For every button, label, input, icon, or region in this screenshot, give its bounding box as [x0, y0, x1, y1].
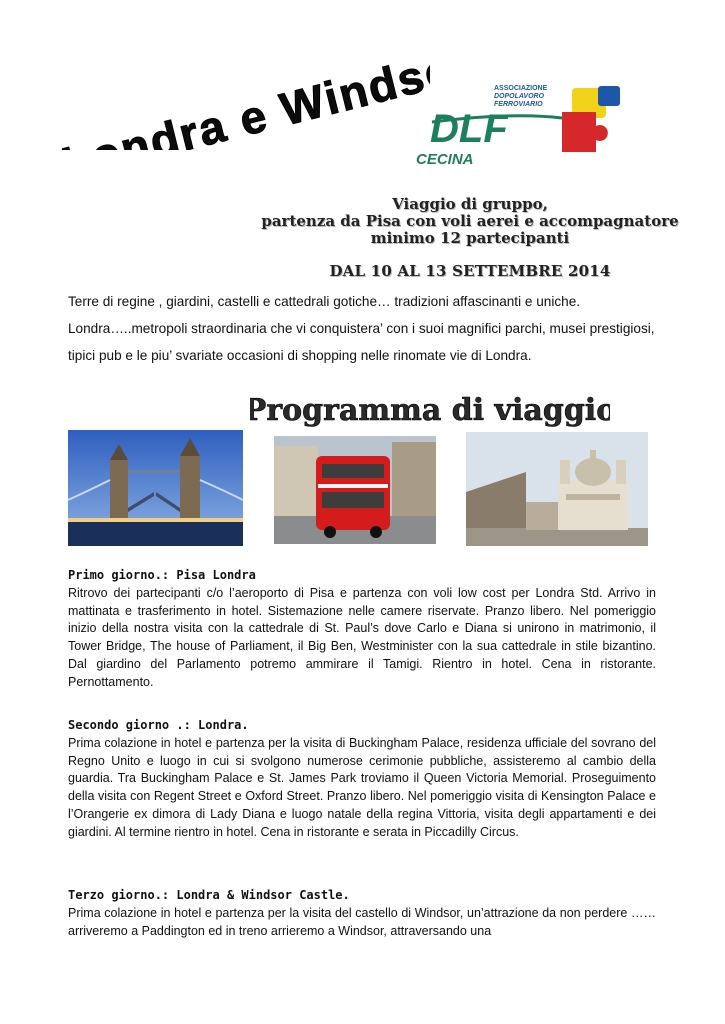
day-2-text: Prima colazione in hotel e partenza per la visita di Buckingham Palace, residenza ufficiale del sovrano del Regno Unito e luogo in cui si svolgono numerose cerimonie pubbliche, assisteremo al cambio della guardia. Tra Buckingham Palace e St. James Park troviamo il Queen Victoria Memorial. Proseguimento della visita con Regent Street e Oxford Street. Pranzo libero. Nel pomeriggio visita di Kensington Palace e l’Orangerie ex dimora di Lady Diana e luogo natale della regina Vittoria, visita degli appartamenti e dei giardini. Al termine rientro in hotel. Cena in ristorante e serata in Piccadilly Circus. — [68, 735, 656, 839]
tower-bridge-illustration — [68, 430, 243, 546]
document-title — [30, 20, 430, 150]
logo-blue-piece — [598, 86, 620, 106]
header-line-2: partenza da Pisa con voli aerei e accompagnatore — [261, 212, 679, 230]
title-wordart — [30, 20, 430, 150]
logo-mark: DLF — [430, 107, 508, 151]
st-pauls-illustration — [466, 432, 648, 546]
program-title-wordart — [250, 386, 610, 432]
photo-st-pauls — [466, 432, 648, 546]
logo-city: CECINA — [416, 151, 474, 168]
day-3-text: Prima colazione in hotel e partenza per la visita del castello di Windsor, un’attrazione da non perdere …… arriveremo a Paddington ed in treno arrieremo a Windsor, attraversando una — [68, 905, 656, 938]
logo-line2: DOPOLAVORO — [494, 93, 545, 100]
photo-tower-bridge — [68, 430, 243, 546]
day-1-section — [68, 567, 656, 692]
header-line-1: Viaggio di gruppo, — [392, 195, 548, 213]
logo-graphic — [412, 82, 632, 172]
dlf-logo — [412, 82, 632, 172]
trip-dates: DAL 10 AL 13 SETTEMBRE 2014 — [329, 262, 611, 280]
day-2-section — [68, 717, 656, 842]
photo-london-bus — [274, 436, 436, 544]
day-2-title: Secondo giorno .: Londra. — [68, 718, 249, 732]
logo-line1: ASSOCIAZIONE — [494, 85, 548, 92]
day-3-title: Terzo giorno.: Londra & Windsor Castle. — [68, 888, 350, 902]
title-text: Londra e Windsor — [56, 37, 430, 150]
day-1-text: Ritrovo dei partecipanti c/o l’aeroporto di Pisa e partenza con voli low cost per Londra Std. Arrivo in mattinata e trasferimento in hotel. Sistemazione nelle camere riservate. Pranzo libero. Nel pomeriggio inizio della nostra visita con la cattedrale di St. Paul’s dove Carlo e Diana si unirono in matrimonio, il Tower Bridge, The house of Parliament, il Big Ben, Westminister con la sua cattedrale in stile bizantino. Dal giardino del Parlamento potremo ammirare il Tamigi. Rientro in hotel. Cena in ristorante. Pernottamento. — [68, 585, 656, 689]
intro-paragraph: Terre di regine , giardini, castelli e cattedrali gotiche… tradizioni affascinanti e uniche. Londra…..metropoli straordinaria che vi conquistera’ con i suoi magnifici parchi, musei prestigiosi, tipici pub e le piu’ svariate occasioni di shopping nelle rinomate vie di Londra. — [68, 294, 655, 363]
logo-line3: FERROVIARIO — [494, 101, 543, 108]
day-1-title: Primo giorno.: Pisa Londra — [68, 568, 256, 582]
header-line-3: minimo 12 partecipanti — [370, 229, 570, 247]
program-title-text: Programma di viaggio — [250, 393, 610, 428]
program-title — [250, 386, 610, 432]
london-bus-illustration — [274, 436, 436, 544]
day-3-section — [68, 887, 656, 940]
